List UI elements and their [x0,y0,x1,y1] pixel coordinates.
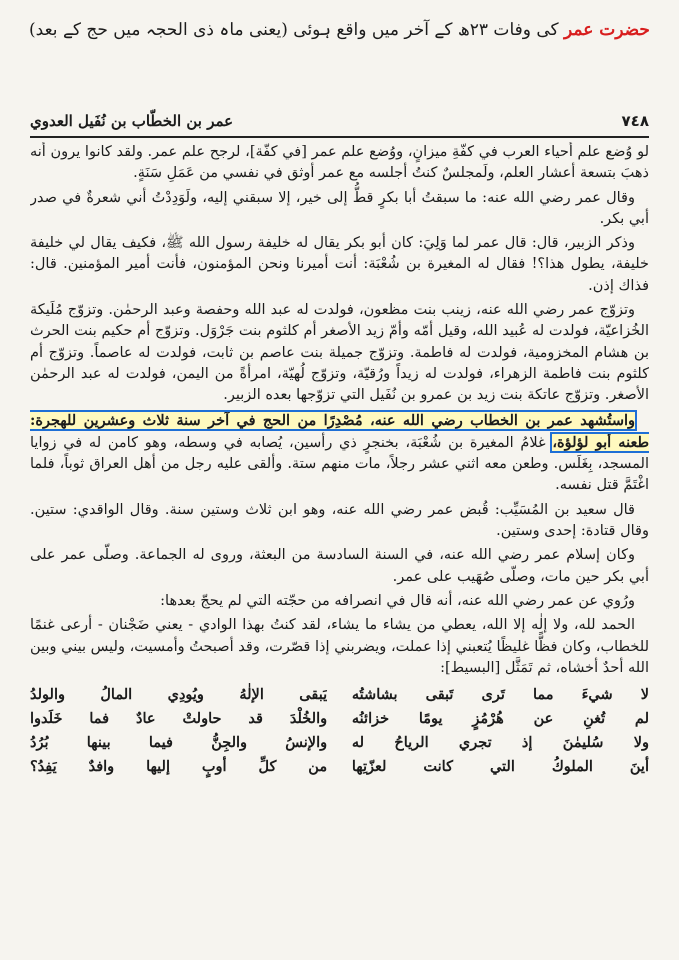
paragraph: ورُوي عن عمر رضي الله عنه، أنه قال في انصرافه من حجّته التي لم يحجّ بعدها: [160,592,635,609]
verse-second-hemistich: من كلِّ أوبٍ إليها وافدٌ يَفِدُ؟ [30,758,328,776]
verse-second-hemistich: والخُلْدَ قد حاولتْ عادٌ فما خَلَدوا [30,710,328,728]
martyrdom-rest: غلامُ المغيرة بن شُعْبَة، بخنجرٍ ذي رأسين، يُصابه في وسطه، وهو كامن له في زوايا المسجد، بِغَلَس. وطعن معه اثني عشر رجلاً، مات منهم ستة. وألقى عليه رجل من أهل العراق ثوباً، فلما اغْتَمَّ قتل نفسه. [30,434,649,494]
verse-first-hemistich: أينَ الملوكُ التي كانت لعزّتِها [351,758,649,776]
paragraph: لو وُضع علم أحياء العرب في كفّةِ ميزانٍ، ووُضع علم عمر [في كفّة]، لرجح علم عمر. ولقد كانوا يرون أنه ذهبَ بتسعة أعشار العلم، ولَمجلسٌ كنتُ أجلسه مع عمر أوثق في نفسي من عَمَلِ سَنَةٍ. [30,144,649,182]
verse-second-hemistich: والإنسُ والجِنُّ فيما بينها بُرُدُ [30,734,328,752]
paragraph: الحمد لله، ولا إلٰه إلا الله، يعطي من يشاء ما يشاء، لقد كنتُ بهذا الوادي - يعني ضَجْنان - أرعى غنمًا للخطاب، وكان فظًّا غليظًا يُتعبني إذا عملت، ويضربني إذا قصّرت، وقد أصبحتُ وأمسيت، وليس بيني وبين الله أحدٌ أخشاه، ثم تَمَثَّل [البسيط]: [30,617,649,676]
paragraph: وتزوّج عمر رضي الله عنه، زينب بنت مظعون، فولدت له عبد الله وحفصة وعبد الرحمٰن. وتزوّج مُلَيكة الخُزاعيّة، فولدت له عُبيد الله، وقيل أمّه وأمّ زيد الأصغر أم كلثوم بنت جَرْوَل. وتزوّج أم حكيم بنت الحرث بن هشام المخزومية، فولدت له فاطمة. وتزوّج جميلة بنت عاصم بن ثابت، فولدت له عاصماً. وتزوّج أم كلثوم بنت فاطمة الزهراء، فولدت له زيداً ورُقيّة، وتزوّج لُهيّة، امرأةً من اليمن، فولدت له عبد الرحمٰن الأصغر. وتزوّج عاتكة بنت زيد بن عمرو بن نُفَيل التي تزوّجها بعده الزبير. [30,302,649,404]
paragraphs-after [30,500,649,679]
poem-verse [30,707,649,731]
verse-second-hemistich: يَبقى الإلٰهُ ويُودِي المالُ والولدُ [30,686,328,704]
urdu-caption-highlight: حضرت عمر [564,20,650,40]
urdu-caption [20,10,659,50]
page-number: ٧٤٨ [621,112,649,130]
paragraph: وكان إسلام عمر رضي الله عنه، في السنة السادسة من البعثة، وروى له الجماعة. وصلّى عمر على أبي بكر حين مات، وصلّى صُهَيب على عمر. [30,547,649,585]
verse-first-hemistich: لا شيءَ مما تَرى تَبقى بشاشتُه [351,686,649,704]
poem-verse [30,731,649,755]
paragraph: وقال عمر رضي الله عنه: ما سبقتُ أبا بكرٍ قطُّ إلى خير، إلا سبقني إليه، ولَوَدِدْتُ أني شعرةٌ في صدر أبي بكر. [30,189,649,227]
poem-verse [30,755,649,779]
highlighted-passage: واستُشهد عمر بن الخطاب رضي الله عنه، مُصْدِرًا من الحج في آخر سنة ثلاث وعشرين للهجرة: طعنه أبو لؤلؤة، [30,411,649,451]
paragraph: قال سعيد بن المُسَيِّب: قُبض عمر رضي الله عنه، وهو ابن ثلاث وستين سنة. وقال الواقدي: ستين. وقال قتادة: إحدى وستين. [30,501,649,540]
poem-verse [30,683,649,707]
chapter-title: عمر بن الخطّاب بن نُفَيل العدوي [30,112,234,130]
poem [30,683,649,779]
verse-first-hemistich: ولا سُليمٰنَ إذ تجري الرياحُ له [351,734,649,752]
body-text [30,142,649,952]
urdu-caption-text: کی وفات ۲۳ھ کے آخر میں واقع ہوئی (یعنی ماہ ذی الحجہ میں حج کے بعد) [29,20,559,40]
paragraphs-before [30,142,649,407]
martyrdom-paragraph [30,410,649,497]
paragraph: وذكر الزبير، قال: قال عمر لما وَلِيَ: كان أبو بكر يقال له خليفة رسول الله ﷺ، فكيف يقال لي خليفة خليفة، يطول هذا؟! فقال له المغيرة بن شُعْبَة: أنت أميرنا ونحن المؤمنون، فأنت أمير المؤمنين. قال: فذاك إذن. [30,235,649,294]
verse-first-hemistich: لم تُغنِ عن هُرْمُزٍ يومًا خزائنُه [351,710,649,728]
running-head [30,110,649,138]
